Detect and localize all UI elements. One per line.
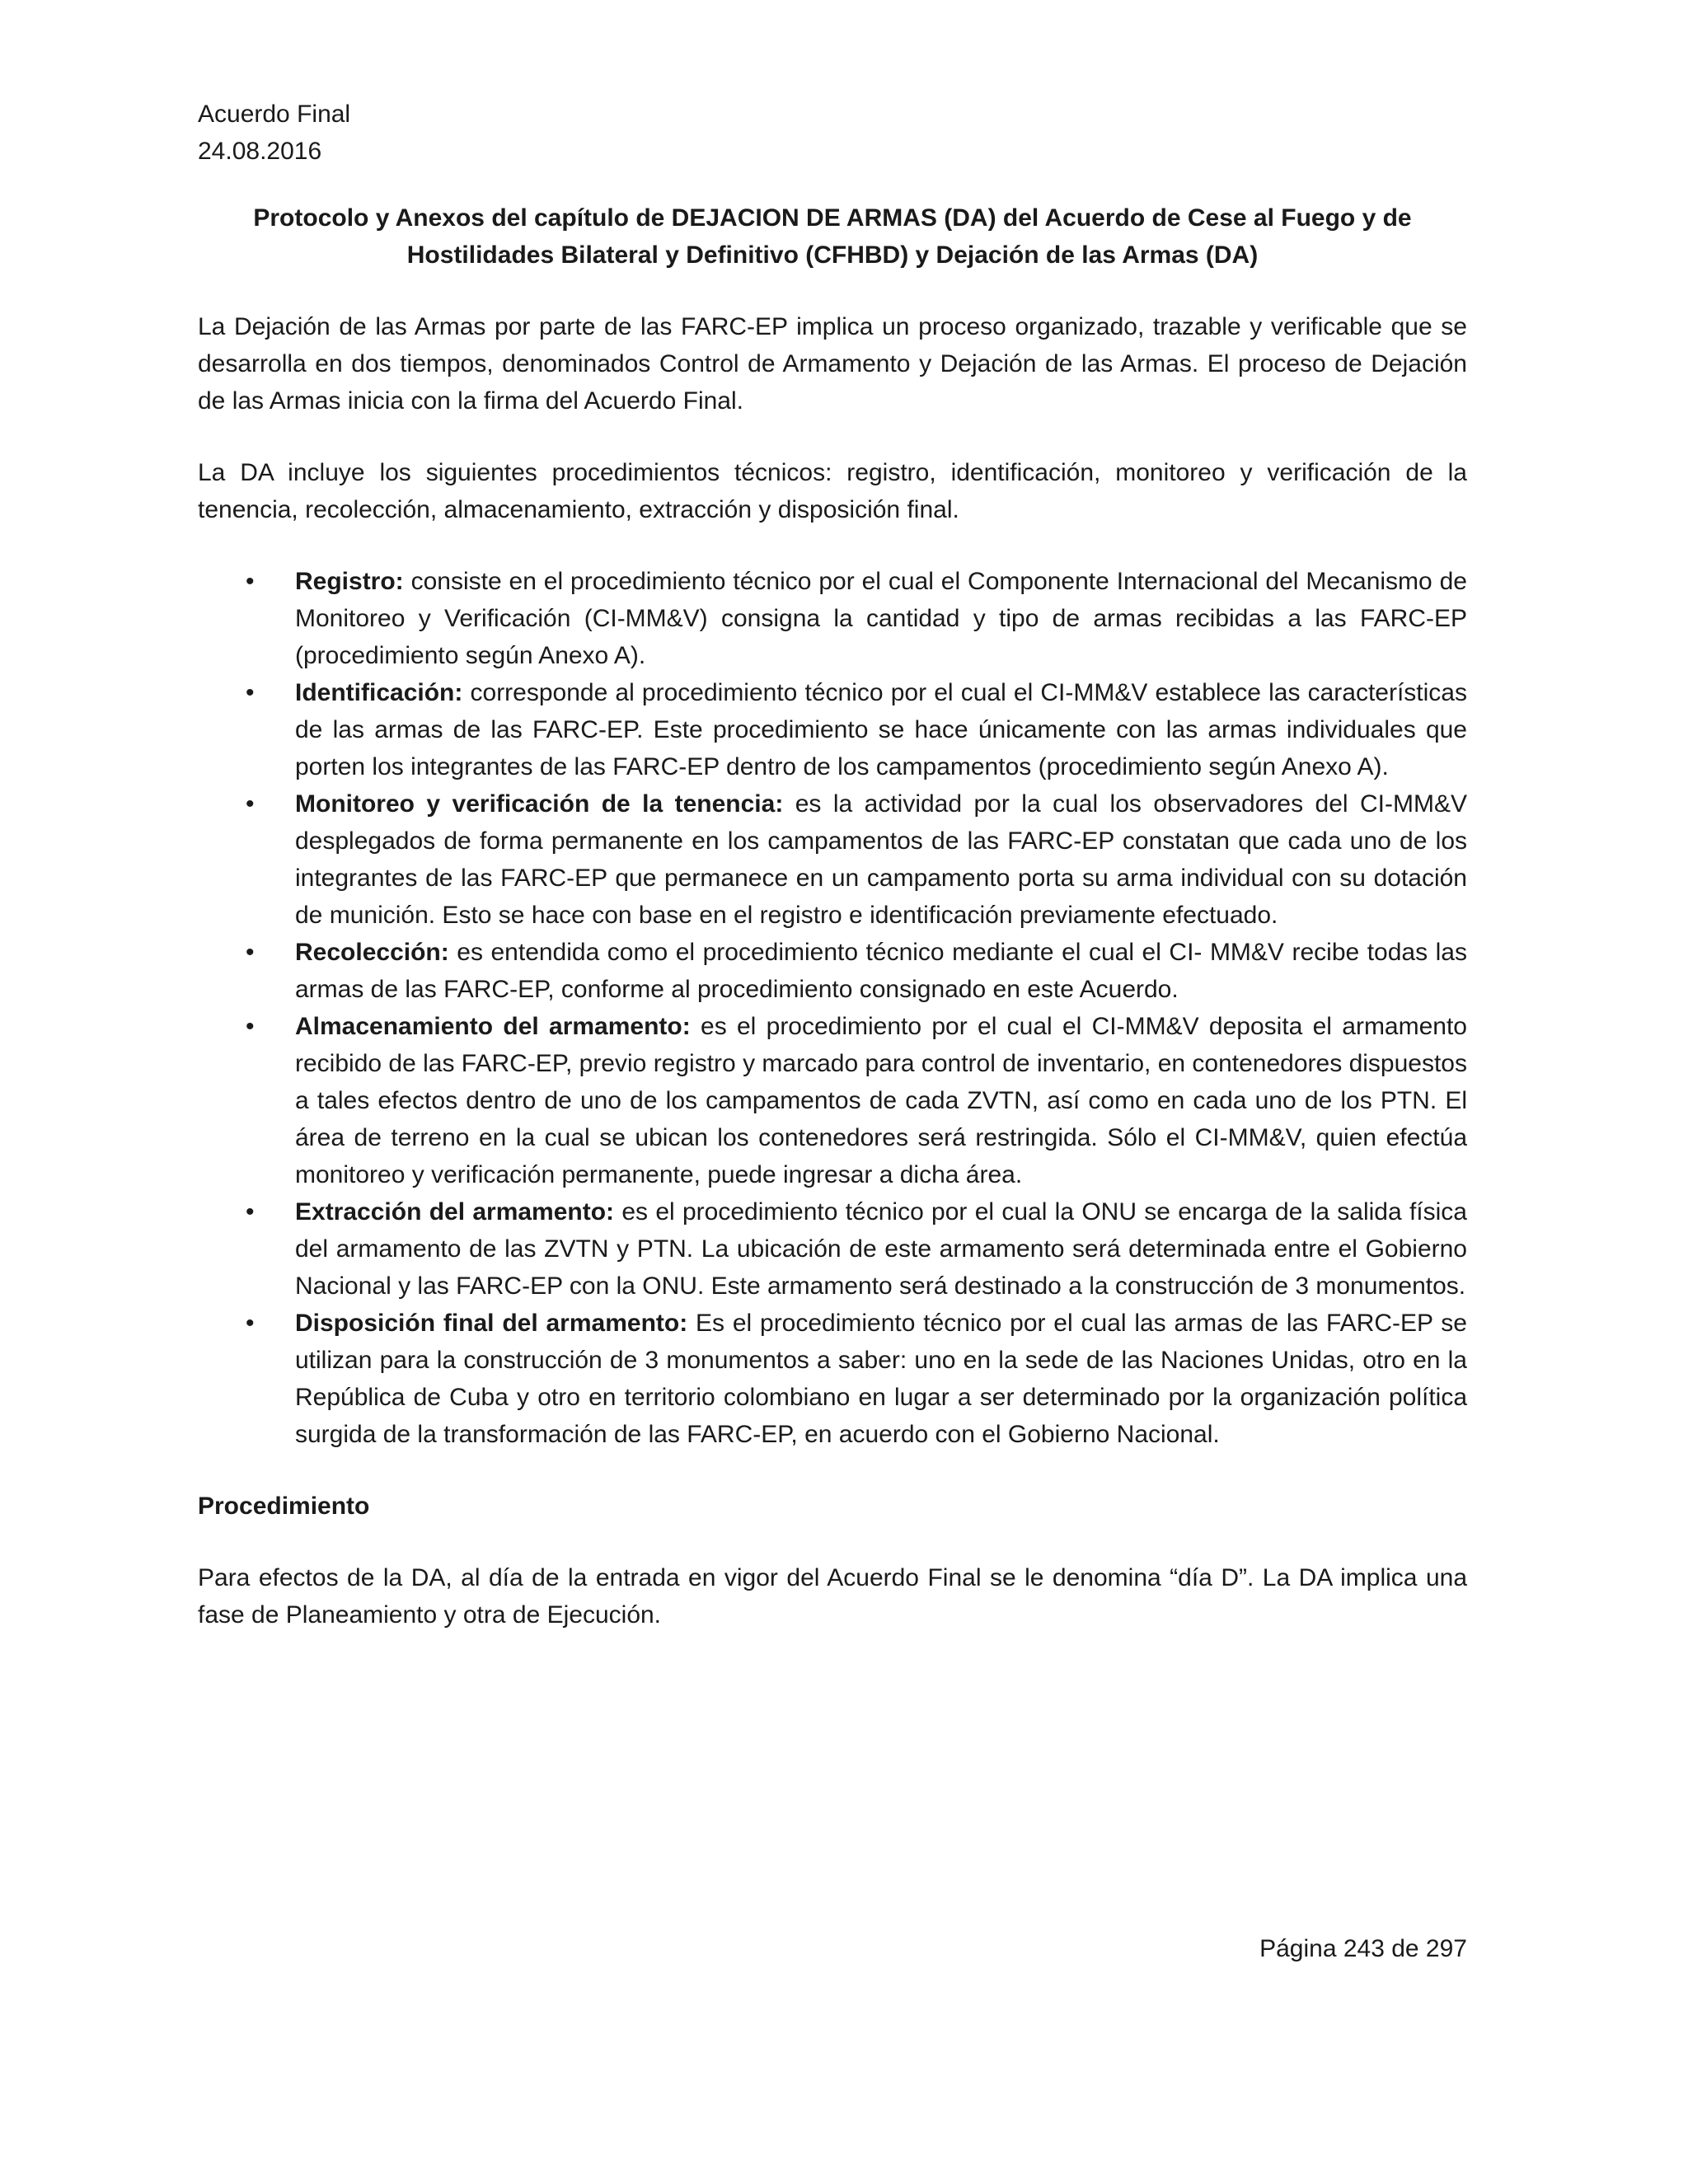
term-description: corresponde al procedimiento técnico por el cual el CI-MM&V establece las características de las armas de las FARC-EP. Este procedimiento se hace únicamente con las armas individuales que porten los integrantes de las FARC-EP dentro de los campamentos (procedimiento según Anexo A). bbox=[295, 679, 1467, 780]
list-item-identificacion bbox=[198, 674, 1467, 785]
term-description: es la actividad por la cual los observadores del CI-MM&V desplegados de forma permanente en los campamentos de las FARC-EP constatan que cada uno de los integrantes de las FARC-EP que permanece en un campamento porta su arma individual con su dotación de munición. Esto se hace con base en el registro e identificación previamente efectuado. bbox=[295, 790, 1467, 929]
term-label: Disposición final del armamento: bbox=[295, 1310, 688, 1337]
bullet-icon: • bbox=[246, 1310, 255, 1337]
procedures-list bbox=[198, 563, 1467, 1453]
term-description: consiste en el procedimiento técnico por el cual el Componente Internacional del Mecanismo de Monitoreo y Verificación (CI-MM&V) consigna la cantidad y tipo de armas recibidas a las FARC-EP (procedimiento según Anexo A). bbox=[295, 568, 1467, 669]
term-description: es el procedimiento por el cual el CI-MM&V deposita el armamento recibido de las FARC-EP, previo registro y marcado para control de inventario, en contenedores dispuestos a tales efectos dentro de uno de los campamentos de cada ZVTN, así como en cada uno de los PTN. El área de terreno en la cual se ubican los contenedores será restringida. Sólo el CI-MM&V, quien efectúa monitoreo y verificación permanente, puede ingresar a dicha área. bbox=[295, 1013, 1467, 1188]
term-label: Recolección: bbox=[295, 939, 449, 966]
term-label: Monitoreo y verificación de la tenencia: bbox=[295, 790, 784, 818]
bullet-icon: • bbox=[246, 568, 255, 595]
section-heading: Procedimiento bbox=[198, 1493, 370, 1520]
list-item-monitoreo bbox=[198, 785, 1467, 934]
page-number: Página 243 de 297 bbox=[1259, 1935, 1467, 1962]
bullet-icon: • bbox=[246, 939, 255, 966]
list-item-almacenamiento bbox=[198, 1008, 1467, 1193]
bullet-icon: • bbox=[246, 1013, 255, 1040]
term-description: es el procedimiento técnico por el cual la ONU se encarga de la salida física del armamento de las ZVTN y PTN. La ubicación de este armamento será determinada entre el Gobierno Nacional y las FARC-EP con la ONU. Este armamento será destinado a la construcción de 3 monumentos. bbox=[295, 1198, 1467, 1300]
list-item-registro bbox=[198, 563, 1467, 674]
header-title: Acuerdo Final bbox=[198, 101, 351, 128]
term-label: Registro: bbox=[295, 568, 404, 595]
bullet-icon: • bbox=[246, 679, 255, 706]
term-label: Extracción del armamento: bbox=[295, 1198, 615, 1226]
list-item-recoleccion bbox=[198, 934, 1467, 1008]
document-header bbox=[198, 96, 1467, 170]
list-item-disposicion bbox=[198, 1305, 1467, 1453]
bullet-icon: • bbox=[246, 1198, 255, 1226]
term-label: Almacenamiento del armamento: bbox=[295, 1013, 691, 1040]
term-description: Es el procedimiento técnico por el cual las armas de las FARC-EP se utilizan para la construcción de 3 monumentos a saber: uno en la sede de las Naciones Unidas, otro en la República de Cuba y otro en territorio colombiano en lugar a ser determinado por la organización política surgida de la transformación de las FARC-EP, en acuerdo con el Gobierno Nacional. bbox=[295, 1310, 1467, 1448]
paragraph-procedures: La DA incluye los siguientes procedimientos técnicos: registro, identificación, monitoreo y verificación de la tenencia, recolección, almacenamiento, extracción y disposición final. bbox=[198, 459, 1467, 523]
term-label: Identificación: bbox=[295, 679, 463, 706]
bullet-icon: • bbox=[246, 790, 255, 818]
header-date: 24.08.2016 bbox=[198, 138, 322, 165]
term-description: es entendida como el procedimiento técnico mediante el cual el CI- MM&V recibe todas las armas de las FARC-EP, conforme al procedimiento consignado en este Acuerdo. bbox=[295, 939, 1467, 1003]
document-title: Protocolo y Anexos del capítulo de DEJACION DE ARMAS (DA) del Acuerdo de Cese al Fuego y de Hostilidades Bilateral y Definitivo (CFHBD) y Dejación de las Armas (DA) bbox=[253, 204, 1412, 269]
paragraph-closing: Para efectos de la DA, al día de la entrada en vigor del Acuerdo Final se le denomina “día D”. La DA implica una fase de Planeamiento y otra de Ejecución. bbox=[198, 1564, 1467, 1629]
paragraph-intro: La Dejación de las Armas por parte de las FARC-EP implica un proceso organizado, trazable y verificable que se desarrolla en dos tiempos, denominados Control de Armamento y Dejación de las Armas. El proceso de Dejación de las Armas inicia con la firma del Acuerdo Final. bbox=[198, 313, 1467, 415]
page-content bbox=[198, 96, 1467, 1633]
list-item-extraccion bbox=[198, 1193, 1467, 1305]
